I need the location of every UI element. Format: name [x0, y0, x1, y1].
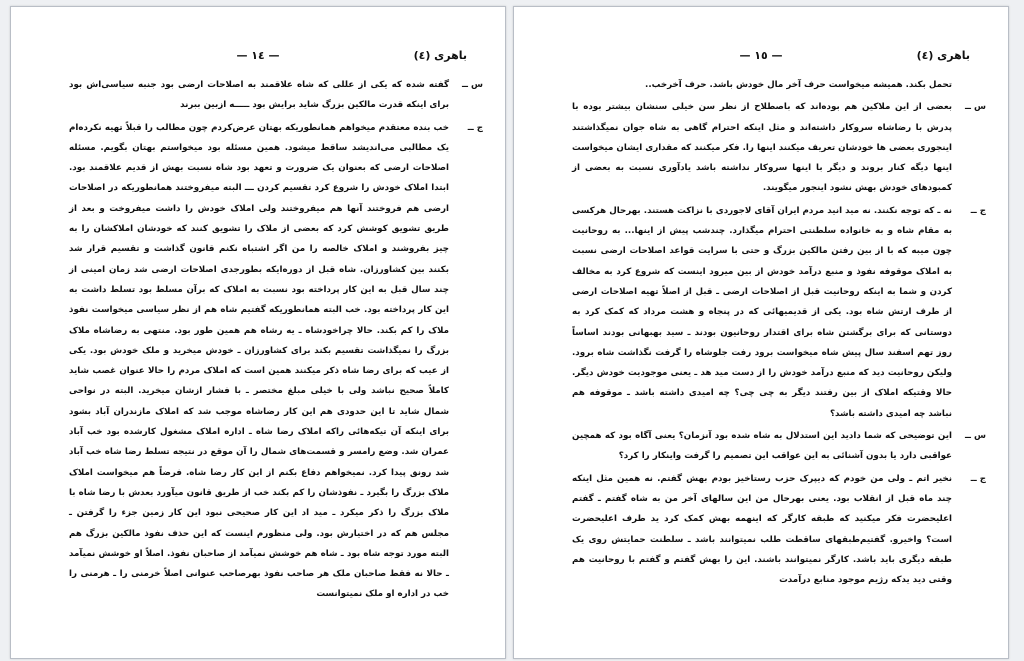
paragraph-text: تحمل بکند. همیشه میخواست حرف آخر مال خودش باشد. حرف آخرخب..: [645, 80, 952, 90]
paragraph-label: ج ــ: [970, 473, 986, 484]
paragraph-text: نه ـ که توجه نکنند. نه مید انید مردم ایران آقای لاجوردی با نزاکت هستند. بهرحال هرکسی به مقام شاه و به خانواده سلطنتی احترام میگذارد. چندشب پیش از اینها... به روحانیت چون میبه که با از بین رفتن مالکین بزرگ و حتی با سرایت قواعد اصلاحات ارضی نسبت به املاک موقوفه نفوذ و منبع درآمد خودش از بین میرود اینست که شروع کرد به مخالف کردن و شما به اینکه روحانیت قبل از اصلاحات ارضی ـ قبل از اصلاً تهیه اصلاحات ارضی از طرف ارتش شاه بود. یکی از قدیمیهائی که در پنجاه و هشت مرداد که کمک کرد به دوستانی که برای برگشتن شاه برای اقتدار روحانیون بودند ـ سید بهبهانی بودند اساساً روز تهم اسفند سال پیش شاه میخواست برود رفت جلوشاه را گرفت نگذاشت شاه برود. ولیکن روحانیت دید که منبع درآمد خودش را از دست مید هد ـ یعنی موجودیت خودش دیگر. حالا وقتیکه املاک از بین رفتند دیگر به چی چی؟ چه امیدی داشته باشد ـ موقوفه هم نباشد چه امیدی داشته باشد؟: [572, 205, 952, 419]
paragraph-label: س ــ: [462, 80, 483, 90]
paragraph-text: گفته شده که یکی از عللی که شاه علاقمند به اصلاحات ارضی بود جنبه سیاسی‌اش بود برای اینکه قدرت مالکین بزرگ شاید برایش بود ـــــه ازبین ببرند: [69, 80, 449, 111]
page-header: [514, 49, 1008, 65]
paragraph-label: ج ــ: [970, 205, 986, 216]
page-body: [69, 75, 483, 607]
paragraph-answer: [69, 118, 483, 605]
paragraph-question: [572, 97, 986, 198]
paragraph-text: این توضیحی که شما دادید این استدلال به شاه شده بود آنزمان؟ یعنی آگاه بود که همچین عواقبی دارد یا بدون آشنائی به این عواقب این تصمیم را گرفت واینکار را کرد؟: [572, 431, 952, 462]
paragraph-text: خب بنده معتقدم میخواهم همانطوریکه بهتان عرض‌کردم چون مطالب را قبلاً تهیه نکرده‌ام یک مطالبی می‌اندیشد ساقط میشود. همین مسئله بود میخواستم بهتان بگویم. مسئله اصلاحات ارضی که بعنوان یک ضرورت و تعهد بود شاه نسبت بهش از قدیم علاقمند بود. ابتدا املاک خودش را شروع کرد تقسیم کردن ـــ البته میفروختند همانطوریکه در اصلاحات ارضی هم فروختند آنها هم میفروختند ولی املاک خودش را داشت میفروخت و بعد از طریق تشویق کوشش کرد که بعضی از ملاک را تشویق کنند که خودشان املاکشان را به چیز بفروشند و املاک خالصه را من اگر اشتباه نکنم قانون گذاشت و تقسیم قرار شد بکنند بین کشاورزان. شاه قبل از دوره‌ایکه بطورجدی اصلاحات ارضی شد زمان امینی از چند سال قبل به این کار پرداخته بود نسبت به املاک که برآن مسلط بود تسلط داشت به این کار پرداخته بود. خب البته همانطوریکه گفتیم شاه هم از نظر سیاسی میخواست نفوذ ملاک را کم بکند. حالا چراخودشاه ـ یه رشاه هم همین طور بود. منتهی به رضاشاه ملاک بزرگ را نمیگذاشت تقسیم بکند برای کشاورزان ـ خودش میخرید و ملک خودش بود. یکی از عیب که برای رضا شاه ذکر میکنند همین است که املاک مردم را حالا عنوان غصب شاید کاملاً صحیح نباشد ولی با خیلی مبلغ مختصر ـ با فشار ازشان میخرید. البته در نواحی شمال شاید تا این حدودی هم این کار رضاشاه موجب شد که املاک مازندران آباد بشود برای اینکه آن تیکه‌هائی راکه املاک رضا شاه ـ اداره املاک مشغول کارشده بود خب آباد عمران شد. وضع رامسر و قسمت‌های شمال را آن موقع در نتیجه تسلط رضا شاه خب آباد شد رونق پیدا کرد. نمیخواهم دفاع بکنم از این کار رضا شاه. فرضاً هم میخواست املاک ملاک بزرگ را بگیرد ـ نفوذشان را کم بکند خب از طریق قانون میآورد بعدش با رضا شاه با ملاک بزرگ را ذکر میکرد ـ مید اد این کار صحیحی نبود این کار زمین جزء را گرفتن ـ مجلس هم که در اختیارش بود. ولی منظورم اینست که این حذف نفوذ مالکین بزرگ هم البته مورد توجه شاه بود ـ شاه هم خوشش نمیآمد از صاحبان نفوذ. اصلاً او خوشش نمیآمد ـ حالا نه فقط صاحبان ملک هر صاحب نفوذ بهرصاحب عنوانی اصلاً خرمنی را ـ هرمنی را خب در اداره او ملک نمیتوانست: [69, 122, 449, 600]
header-name: باهری (٤): [916, 49, 970, 62]
paragraph-label: س ــ: [965, 431, 986, 442]
paragraph-question: [572, 426, 986, 467]
document-page-15: [513, 6, 1009, 659]
paragraph-label: س ــ: [965, 102, 986, 113]
page-body: [572, 75, 986, 592]
document-page-14: [10, 6, 506, 659]
paragraph-question: [69, 75, 483, 116]
paragraph-text: بعضی از این ملاکین هم بوده‌اند که باصطلاح از نظر سن خیلی سنشان بیشتر بوده با پدرش با رضاشاه سروکار داشته‌اند و مثل اینکه احترام گاهی به شاه جوان نمیگذاشتند اینجوری بعضی ها خودشان تعریف میکنند اینها را. فکر میکنند که مقداری ایشان میخواست اینها دیگه کنار بروند و دیگر با اینها سروکار نداشته باشد یادآوری نسبت به بعضی از کمبودهای خودش بهش نشود اینجور میگویند.: [572, 102, 952, 194]
page-number: — ١٤ —: [236, 49, 280, 62]
paragraph-continuation: [572, 75, 986, 95]
header-name: باهری (٤): [413, 49, 467, 62]
page-number: — ١٥ —: [739, 49, 783, 62]
page-header: [11, 49, 505, 65]
paragraph-label: ج ــ: [467, 122, 483, 133]
paragraph-answer: [572, 201, 986, 424]
paragraph-answer: [572, 469, 986, 591]
paragraph-text: نخیر اتم ـ ولی من خودم که دیپرک حزب رستاخیز بودم بهش گفتم. نه همین مثل اینکه چند ماه قبل از انقلاب بود. یعنی بهرحال من این سالهای آخر من به شاه گفتم ـ گفتم اعلیحضرت فکر میکنید که طبقه کارگر که اینهمه بهش کمک کرد ید طرف اعلیحضرت است؟ واخیرو. گفتیم‌طبقهای ساقطت طلب نمیتوانند باشد ـ سلطنت حمایتش روی یک طبقه دیگری باید باشد. کارگر نمیتوانند باشند. این را بهش گفتم و گفتم با روحانیت هم وقتی دید یدکه رژیم موجود منابع درآمدت: [572, 473, 952, 586]
